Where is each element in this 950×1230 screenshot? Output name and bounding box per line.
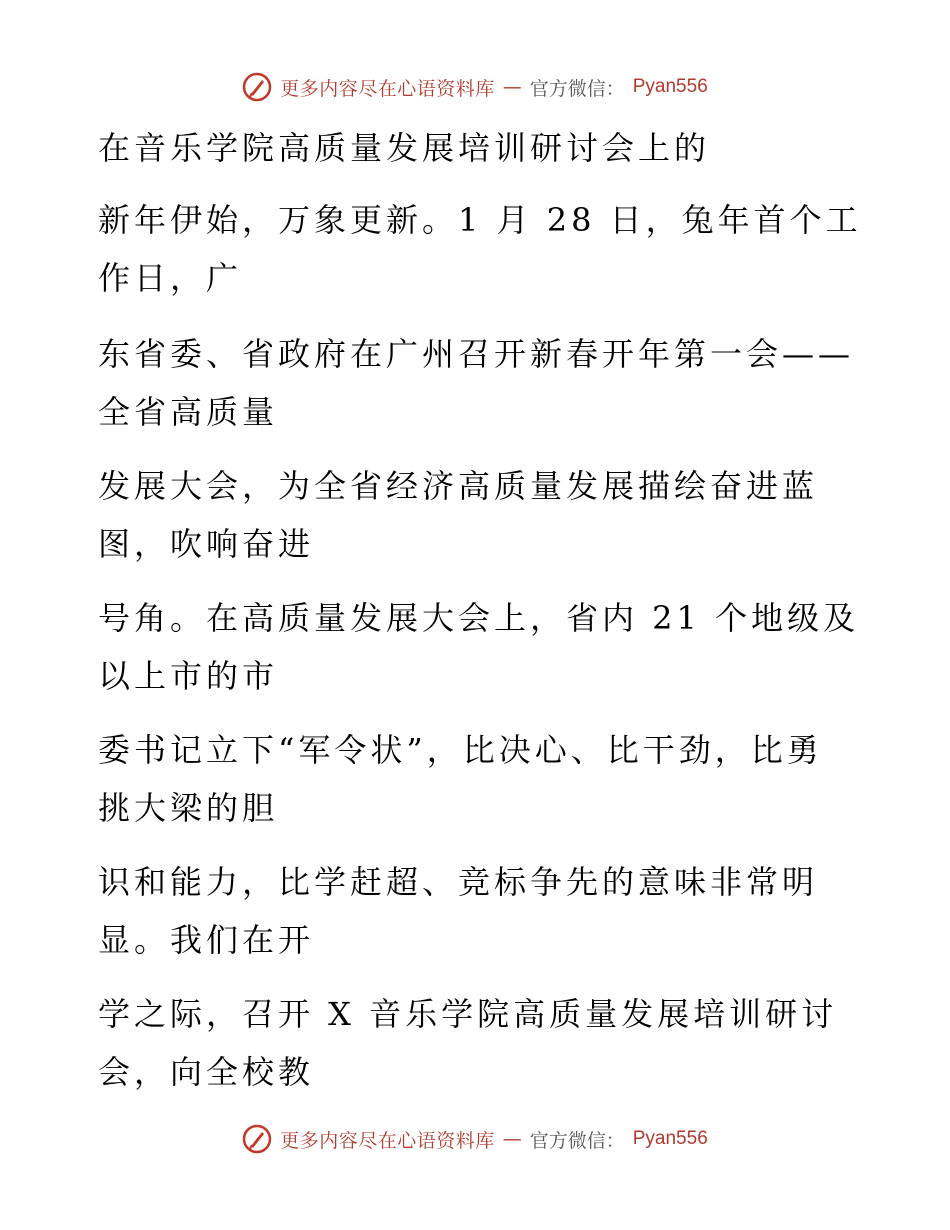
quill-logo-icon — [242, 1124, 272, 1154]
text-line-5: 全省高质量 — [98, 393, 279, 431]
text-line-1: 在音乐学院高质量发展培训研讨会上的 — [98, 129, 711, 167]
watermark-header — [0, 72, 950, 102]
text-line-12: 识和能力，比学赶超、竞标争先的意味非常明 — [98, 863, 819, 901]
watermark-label: 官方微信： — [529, 77, 625, 100]
watermark-dash: — — [502, 76, 522, 98]
text-line-13: 显。我们在开 — [98, 921, 315, 959]
watermark-label: 官方微信： — [529, 1129, 625, 1152]
text-line-9: 以上市的市 — [98, 657, 279, 695]
text-line-15: 会，向全校教 — [98, 1053, 315, 1091]
text-line-6: 发展大会，为全省经济高质量发展描绘奋进蓝 — [98, 467, 819, 505]
text-line-10: 委书记立下“军令状”，比决心、比干劲，比勇 — [98, 731, 823, 769]
text-line-3: 作日，广 — [98, 259, 243, 297]
text-line-8: 号角。在高质量发展大会上，省内 21 个地级及 — [98, 599, 860, 637]
watermark-footer — [0, 1124, 950, 1154]
watermark-id: Pyan556 — [632, 1128, 708, 1149]
watermark-dash: — — [502, 1128, 522, 1150]
text-line-14: 学之际，召开 X 音乐学院高质量发展培训研讨 — [98, 995, 838, 1033]
text-line-2: 新年伊始，万象更新。1 月 28 日，兔年首个工 — [98, 201, 862, 239]
quill-logo-icon — [242, 72, 272, 102]
watermark-id: Pyan556 — [632, 76, 708, 97]
text-line-11: 挑大梁的胆 — [98, 789, 279, 827]
text-line-7: 图，吹响奋进 — [98, 525, 315, 563]
text-line-4: 东省委、省政府在广州召开新春开年第一会—— — [98, 335, 855, 373]
watermark-text: 更多内容尽在心语资料库 — [280, 1129, 495, 1152]
watermark-text: 更多内容尽在心语资料库 — [280, 77, 495, 100]
